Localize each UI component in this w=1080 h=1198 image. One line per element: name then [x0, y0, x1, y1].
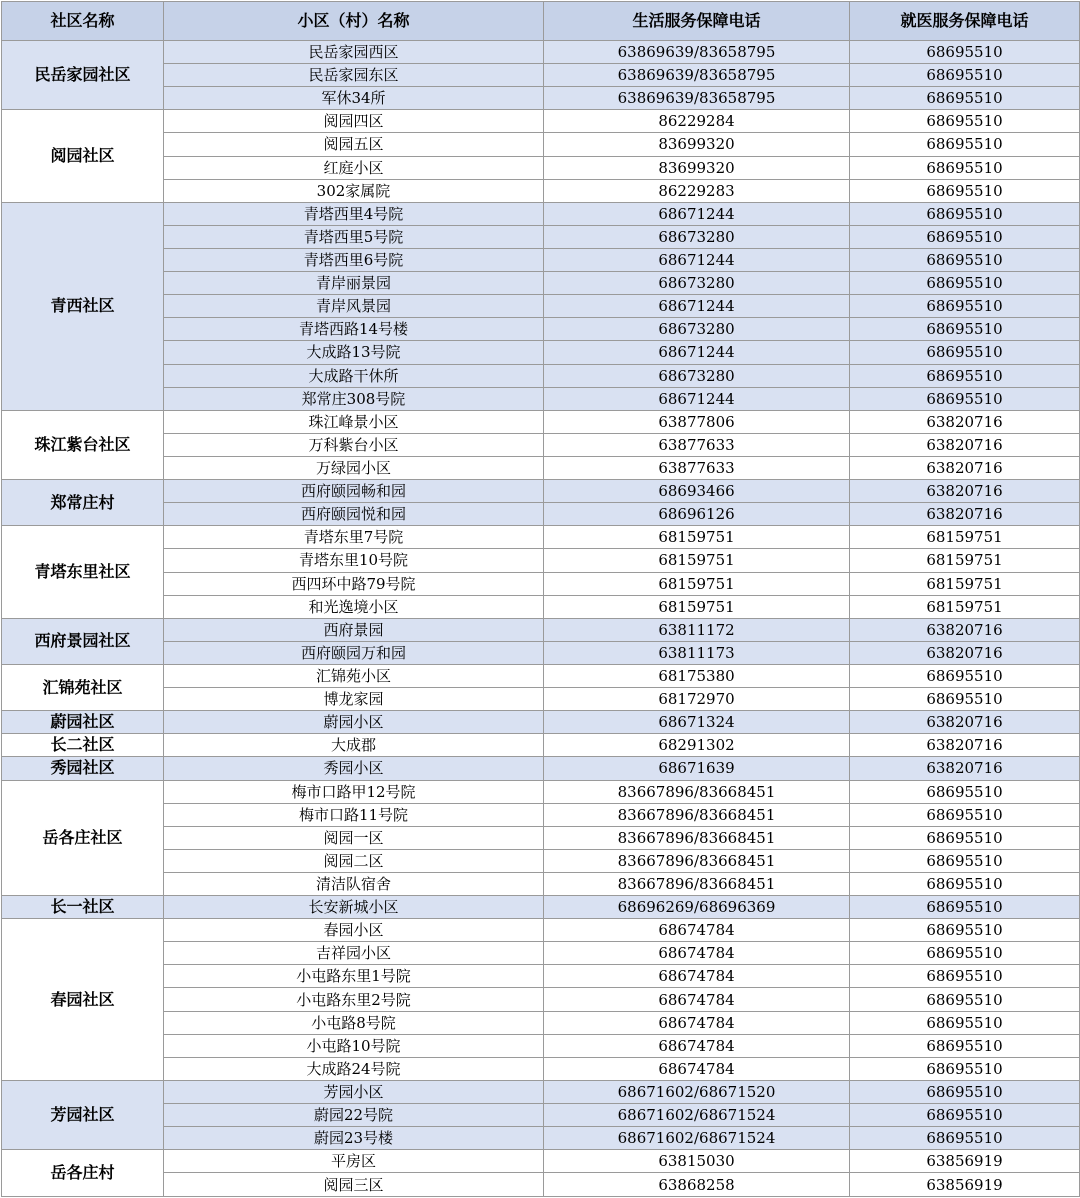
- residential-area-cell: 大成路干休所: [164, 364, 544, 387]
- community-name-cell: 西府景园社区: [2, 618, 164, 664]
- table-row: [2, 433, 1080, 456]
- table-row: [2, 988, 1080, 1011]
- community-name-cell: 长一社区: [2, 896, 164, 919]
- living-service-phone-cell: 68674784: [544, 1011, 850, 1034]
- residential-area-cell: 大成郡: [164, 734, 544, 757]
- community-name-cell: 民岳家园社区: [2, 41, 164, 110]
- medical-service-phone-cell: 68695510: [850, 87, 1080, 110]
- community-name-cell: 青塔东里社区: [2, 526, 164, 618]
- medical-service-phone-cell: 63820716: [850, 757, 1080, 780]
- medical-service-phone-cell: 68159751: [850, 526, 1080, 549]
- residential-area-cell: 芳园小区: [164, 1080, 544, 1103]
- residential-area-cell: 青塔西里4号院: [164, 202, 544, 225]
- community-name-cell: 汇锦苑社区: [2, 664, 164, 710]
- medical-service-phone-cell: 63856919: [850, 1173, 1080, 1197]
- medical-service-phone-cell: 63820716: [850, 711, 1080, 734]
- table-row: [2, 641, 1080, 664]
- community-name-cell: 长二社区: [2, 734, 164, 757]
- medical-service-phone-cell: 68695510: [850, 41, 1080, 64]
- medical-service-phone-cell: 63820716: [850, 734, 1080, 757]
- community-name-cell: 青西社区: [2, 202, 164, 410]
- medical-service-phone-cell: 68695510: [850, 780, 1080, 803]
- living-service-phone-cell: 68674784: [544, 965, 850, 988]
- living-service-phone-cell: 83699320: [544, 156, 850, 179]
- header-medical-service-phone: 就医服务保障电话: [850, 2, 1080, 41]
- community-name-cell: 岳各庄村: [2, 1150, 164, 1197]
- table-row: [2, 664, 1080, 687]
- living-service-phone-cell: 68175380: [544, 664, 850, 687]
- service-phone-table: [1, 1, 1080, 1197]
- medical-service-phone-cell: 68695510: [850, 965, 1080, 988]
- table-row: [2, 896, 1080, 919]
- medical-service-phone-cell: 68695510: [850, 1127, 1080, 1150]
- living-service-phone-cell: 68172970: [544, 688, 850, 711]
- medical-service-phone-cell: 68695510: [850, 64, 1080, 87]
- living-service-phone-cell: 86229283: [544, 179, 850, 202]
- table-row: [2, 133, 1080, 156]
- residential-area-cell: 阅园一区: [164, 826, 544, 849]
- living-service-phone-cell: 63815030: [544, 1150, 850, 1173]
- table-row: [2, 318, 1080, 341]
- table-row: [2, 1011, 1080, 1034]
- living-service-phone-cell: 68673280: [544, 318, 850, 341]
- table-row: [2, 780, 1080, 803]
- residential-area-cell: 阅园四区: [164, 110, 544, 133]
- residential-area-cell: 大成路24号院: [164, 1057, 544, 1080]
- residential-area-cell: 郑常庄308号院: [164, 387, 544, 410]
- living-service-phone-cell: 83667896/83668451: [544, 872, 850, 895]
- living-service-phone-cell: 68671244: [544, 248, 850, 271]
- medical-service-phone-cell: 68695510: [850, 1011, 1080, 1034]
- table-row: [2, 757, 1080, 780]
- table-row: [2, 965, 1080, 988]
- living-service-phone-cell: 63877633: [544, 433, 850, 456]
- living-service-phone-cell: 68671602/68671524: [544, 1127, 850, 1150]
- medical-service-phone-cell: 68695510: [850, 942, 1080, 965]
- medical-service-phone-cell: 68695510: [850, 1057, 1080, 1080]
- residential-area-cell: 阅园二区: [164, 849, 544, 872]
- table-row: [2, 1173, 1080, 1197]
- residential-area-cell: 蔚园22号院: [164, 1104, 544, 1127]
- medical-service-phone-cell: 68695510: [850, 225, 1080, 248]
- table-row: [2, 803, 1080, 826]
- living-service-phone-cell: 83667896/83668451: [544, 803, 850, 826]
- living-service-phone-cell: 63869639/83658795: [544, 87, 850, 110]
- table-row: [2, 942, 1080, 965]
- table-row: [2, 549, 1080, 572]
- medical-service-phone-cell: 68695510: [850, 248, 1080, 271]
- living-service-phone-cell: 63869639/83658795: [544, 41, 850, 64]
- living-service-phone-cell: 63869639/83658795: [544, 64, 850, 87]
- medical-service-phone-cell: 68695510: [850, 1104, 1080, 1127]
- medical-service-phone-cell: 63820716: [850, 456, 1080, 479]
- residential-area-cell: 梅市口路11号院: [164, 803, 544, 826]
- table-row: [2, 872, 1080, 895]
- living-service-phone-cell: 68671602/68671520: [544, 1080, 850, 1103]
- living-service-phone-cell: 68696126: [544, 503, 850, 526]
- residential-area-cell: 小屯路8号院: [164, 1011, 544, 1034]
- living-service-phone-cell: 68159751: [544, 549, 850, 572]
- table-row: [2, 734, 1080, 757]
- table-row: [2, 272, 1080, 295]
- living-service-phone-cell: 68159751: [544, 526, 850, 549]
- residential-area-cell: 西府颐园万和园: [164, 641, 544, 664]
- living-service-phone-cell: 68674784: [544, 919, 850, 942]
- table-row: [2, 225, 1080, 248]
- residential-area-cell: 大成路13号院: [164, 341, 544, 364]
- table-row: [2, 248, 1080, 271]
- residential-area-cell: 小屯路东里1号院: [164, 965, 544, 988]
- medical-service-phone-cell: 68695510: [850, 849, 1080, 872]
- table-row: [2, 202, 1080, 225]
- medical-service-phone-cell: 68695510: [850, 664, 1080, 687]
- medical-service-phone-cell: 68695510: [850, 688, 1080, 711]
- living-service-phone-cell: 68671244: [544, 387, 850, 410]
- residential-area-cell: 梅市口路甲12号院: [164, 780, 544, 803]
- residential-area-cell: 西府颐园畅和园: [164, 480, 544, 503]
- medical-service-phone-cell: 63820716: [850, 503, 1080, 526]
- medical-service-phone-cell: 68695510: [850, 202, 1080, 225]
- residential-area-cell: 民岳家园西区: [164, 41, 544, 64]
- living-service-phone-cell: 68674784: [544, 1057, 850, 1080]
- residential-area-cell: 阅园五区: [164, 133, 544, 156]
- living-service-phone-cell: 68291302: [544, 734, 850, 757]
- table-row: [2, 618, 1080, 641]
- table-row: [2, 849, 1080, 872]
- residential-area-cell: 秀园小区: [164, 757, 544, 780]
- table-row: [2, 295, 1080, 318]
- medical-service-phone-cell: 68695510: [850, 295, 1080, 318]
- medical-service-phone-cell: 63820716: [850, 618, 1080, 641]
- residential-area-cell: 军休34所: [164, 87, 544, 110]
- table-row: [2, 1127, 1080, 1150]
- residential-area-cell: 青岸风景园: [164, 295, 544, 318]
- table-row: [2, 826, 1080, 849]
- living-service-phone-cell: 68671639: [544, 757, 850, 780]
- table-row: [2, 410, 1080, 433]
- community-name-cell: 阅园社区: [2, 110, 164, 202]
- medical-service-phone-cell: 68159751: [850, 572, 1080, 595]
- residential-area-cell: 春园小区: [164, 919, 544, 942]
- residential-area-cell: 小屯路10号院: [164, 1034, 544, 1057]
- community-name-cell: 春园社区: [2, 919, 164, 1081]
- table-row: [2, 87, 1080, 110]
- residential-area-cell: 青塔东里10号院: [164, 549, 544, 572]
- residential-area-cell: 红庭小区: [164, 156, 544, 179]
- residential-area-cell: 万科紫台小区: [164, 433, 544, 456]
- table-row: [2, 503, 1080, 526]
- residential-area-cell: 阅园三区: [164, 1173, 544, 1197]
- residential-area-cell: 吉祥园小区: [164, 942, 544, 965]
- residential-area-cell: 青塔西路14号楼: [164, 318, 544, 341]
- table-row: [2, 919, 1080, 942]
- residential-area-cell: 清洁队宿舍: [164, 872, 544, 895]
- living-service-phone-cell: 68693466: [544, 480, 850, 503]
- table-body: [2, 41, 1080, 1197]
- medical-service-phone-cell: 68695510: [850, 1034, 1080, 1057]
- residential-area-cell: 蔚园小区: [164, 711, 544, 734]
- living-service-phone-cell: 63868258: [544, 1173, 850, 1197]
- residential-area-cell: 青塔西里6号院: [164, 248, 544, 271]
- header-residential-area: 小区（村）名称: [164, 2, 544, 41]
- header-community: 社区名称: [2, 2, 164, 41]
- residential-area-cell: 蔚园23号楼: [164, 1127, 544, 1150]
- medical-service-phone-cell: 68695510: [850, 318, 1080, 341]
- living-service-phone-cell: 68671244: [544, 341, 850, 364]
- community-name-cell: 秀园社区: [2, 757, 164, 780]
- table-row: [2, 64, 1080, 87]
- living-service-phone-cell: 68696269/68696369: [544, 896, 850, 919]
- medical-service-phone-cell: 63820716: [850, 641, 1080, 664]
- living-service-phone-cell: 68674784: [544, 1034, 850, 1057]
- community-name-cell: 珠江紫台社区: [2, 410, 164, 479]
- residential-area-cell: 小屯路东里2号院: [164, 988, 544, 1011]
- table-row: [2, 41, 1080, 64]
- living-service-phone-cell: 83667896/83668451: [544, 780, 850, 803]
- community-name-cell: 岳各庄社区: [2, 780, 164, 896]
- table-row: [2, 688, 1080, 711]
- residential-area-cell: 长安新城小区: [164, 896, 544, 919]
- living-service-phone-cell: 68673280: [544, 364, 850, 387]
- residential-area-cell: 青塔西里5号院: [164, 225, 544, 248]
- medical-service-phone-cell: 68695510: [850, 988, 1080, 1011]
- residential-area-cell: 西四环中路79号院: [164, 572, 544, 595]
- table-row: [2, 1034, 1080, 1057]
- medical-service-phone-cell: 68695510: [850, 919, 1080, 942]
- community-name-cell: 郑常庄村: [2, 480, 164, 526]
- medical-service-phone-cell: 68695510: [850, 341, 1080, 364]
- living-service-phone-cell: 68671244: [544, 295, 850, 318]
- medical-service-phone-cell: 68695510: [850, 387, 1080, 410]
- table-row: [2, 526, 1080, 549]
- living-service-phone-cell: 68674784: [544, 988, 850, 1011]
- living-service-phone-cell: 68673280: [544, 272, 850, 295]
- table-row: [2, 110, 1080, 133]
- medical-service-phone-cell: 68695510: [850, 364, 1080, 387]
- living-service-phone-cell: 63811173: [544, 641, 850, 664]
- living-service-phone-cell: 63877806: [544, 410, 850, 433]
- residential-area-cell: 汇锦苑小区: [164, 664, 544, 687]
- medical-service-phone-cell: 68695510: [850, 826, 1080, 849]
- medical-service-phone-cell: 68695510: [850, 179, 1080, 202]
- table-row: [2, 456, 1080, 479]
- medical-service-phone-cell: 68159751: [850, 549, 1080, 572]
- residential-area-cell: 302家属院: [164, 179, 544, 202]
- medical-service-phone-cell: 63820716: [850, 433, 1080, 456]
- table-row: [2, 1104, 1080, 1127]
- medical-service-phone-cell: 68695510: [850, 156, 1080, 179]
- living-service-phone-cell: 68671244: [544, 202, 850, 225]
- living-service-phone-cell: 83667896/83668451: [544, 826, 850, 849]
- residential-area-cell: 西府颐园悦和园: [164, 503, 544, 526]
- table-row: [2, 711, 1080, 734]
- residential-area-cell: 平房区: [164, 1150, 544, 1173]
- residential-area-cell: 珠江峰景小区: [164, 410, 544, 433]
- table-row: [2, 387, 1080, 410]
- medical-service-phone-cell: 68695510: [850, 1080, 1080, 1103]
- living-service-phone-cell: 68159751: [544, 572, 850, 595]
- residential-area-cell: 万绿园小区: [164, 456, 544, 479]
- medical-service-phone-cell: 68695510: [850, 272, 1080, 295]
- living-service-phone-cell: 63811172: [544, 618, 850, 641]
- table-row: [2, 364, 1080, 387]
- community-name-cell: 蔚园社区: [2, 711, 164, 734]
- medical-service-phone-cell: 68695510: [850, 110, 1080, 133]
- table-row: [2, 595, 1080, 618]
- medical-service-phone-cell: 68695510: [850, 896, 1080, 919]
- residential-area-cell: 青岸丽景园: [164, 272, 544, 295]
- living-service-phone-cell: 86229284: [544, 110, 850, 133]
- living-service-phone-cell: 83667896/83668451: [544, 849, 850, 872]
- medical-service-phone-cell: 68159751: [850, 595, 1080, 618]
- living-service-phone-cell: 68673280: [544, 225, 850, 248]
- living-service-phone-cell: 68671602/68671524: [544, 1104, 850, 1127]
- living-service-phone-cell: 63877633: [544, 456, 850, 479]
- table-row: [2, 480, 1080, 503]
- medical-service-phone-cell: 63820716: [850, 410, 1080, 433]
- medical-service-phone-cell: 68695510: [850, 803, 1080, 826]
- table-row: [2, 341, 1080, 364]
- medical-service-phone-cell: 68695510: [850, 872, 1080, 895]
- header-row: [2, 2, 1080, 41]
- table-row: [2, 1057, 1080, 1080]
- header-living-service-phone: 生活服务保障电话: [544, 2, 850, 41]
- residential-area-cell: 青塔东里7号院: [164, 526, 544, 549]
- community-name-cell: 芳园社区: [2, 1080, 164, 1149]
- table-header: [2, 2, 1080, 41]
- medical-service-phone-cell: 63856919: [850, 1150, 1080, 1173]
- living-service-phone-cell: 68671324: [544, 711, 850, 734]
- table-row: [2, 1080, 1080, 1103]
- residential-area-cell: 和光逸境小区: [164, 595, 544, 618]
- residential-area-cell: 西府景园: [164, 618, 544, 641]
- living-service-phone-cell: 83699320: [544, 133, 850, 156]
- residential-area-cell: 博龙家园: [164, 688, 544, 711]
- table-row: [2, 179, 1080, 202]
- living-service-phone-cell: 68159751: [544, 595, 850, 618]
- residential-area-cell: 民岳家园东区: [164, 64, 544, 87]
- medical-service-phone-cell: 63820716: [850, 480, 1080, 503]
- table-row: [2, 572, 1080, 595]
- living-service-phone-cell: 68674784: [544, 942, 850, 965]
- table-row: [2, 1150, 1080, 1173]
- medical-service-phone-cell: 68695510: [850, 133, 1080, 156]
- table-row: [2, 156, 1080, 179]
